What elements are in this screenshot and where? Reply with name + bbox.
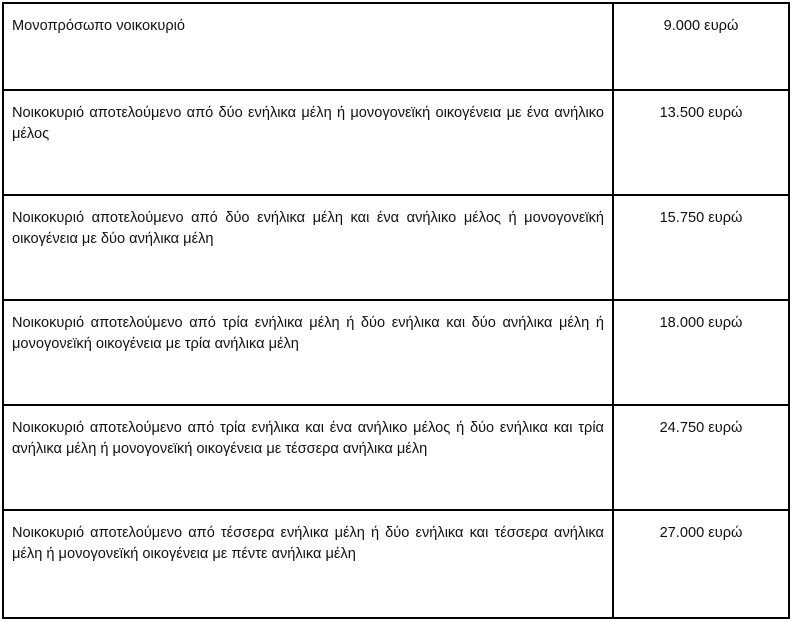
household-type-cell: Νοικοκυριό αποτελούμενο από τρία ενήλικα και ένα ανήλικο μέλος ή δύο ενήλικα και τρία ανήλικα μέλη ή μονογονεϊκή οικογένεια με τέσσερα ανήλικα μέλη (3, 405, 613, 510)
table-row (3, 300, 789, 405)
household-type-cell: Νοικοκυριό αποτελούμενο από τρία ενήλικα μέλη ή δύο ενήλικα και δύο ανήλικα μέλη ή μονογονεϊκή οικογένεια με τρία ανήλικα μέλη (3, 300, 613, 405)
household-type-cell: Μονοπρόσωπο νοικοκυριό (3, 3, 613, 90)
income-amount-cell: 18.000 ευρώ (613, 300, 789, 405)
income-amount-cell: 13.500 ευρώ (613, 90, 789, 195)
income-amount-cell: 24.750 ευρώ (613, 405, 789, 510)
household-type-cell: Νοικοκυριό αποτελούμενο από τέσσερα ενήλικα μέλη ή δύο ενήλικα και τέσσερα ανήλικα μέλη ή μονογονεϊκή οικογένεια με πέντε ανήλικα μέλη (3, 510, 613, 618)
household-type-cell: Νοικοκυριό αποτελούμενο από δύο ενήλικα μέλη ή μονογονεϊκή οικογένεια με ένα ανήλικο μέλος (3, 90, 613, 195)
household-type-cell: Νοικοκυριό αποτελούμενο από δύο ενήλικα μέλη και ένα ανήλικο μέλος ή μονογονεϊκή οικογένεια με δύο ανήλικα μέλη (3, 195, 613, 300)
income-amount-cell: 27.000 ευρώ (613, 510, 789, 618)
table-row (3, 3, 789, 90)
table-row (3, 405, 789, 510)
table-row (3, 90, 789, 195)
income-thresholds-table (2, 2, 790, 619)
income-amount-cell: 9.000 ευρώ (613, 3, 789, 90)
income-amount-cell: 15.750 ευρώ (613, 195, 789, 300)
table-row (3, 510, 789, 618)
table-row (3, 195, 789, 300)
income-thresholds-table-container (2, 2, 790, 614)
